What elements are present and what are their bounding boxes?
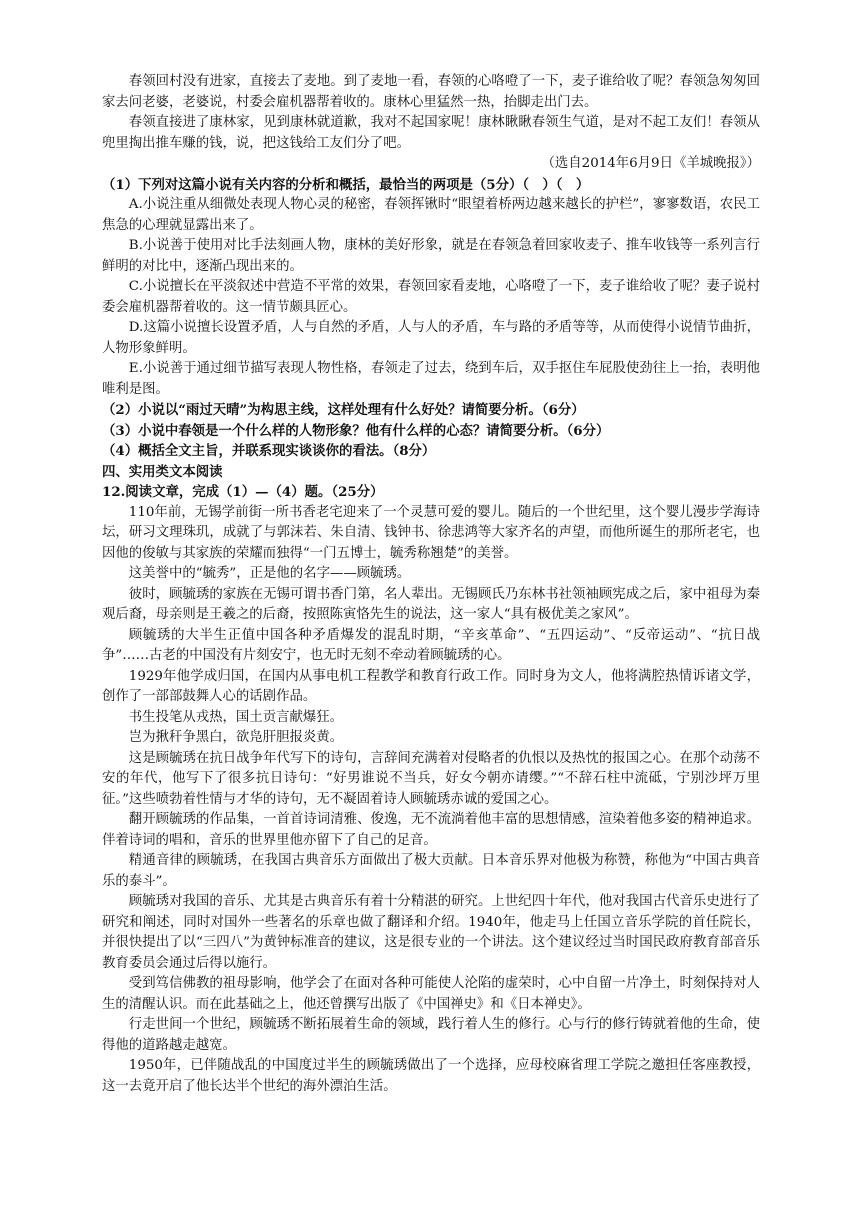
document-page <box>102 72 760 1097</box>
section-heading: 四、实用类文本阅读 <box>102 463 223 480</box>
paragraph: 翻开顾毓琇的作品集，一首首诗词清雅、俊逸，无不流淌着他丰富的思想情感，渲染着他多姿的精神追求。伴着诗词的唱和，音乐的世界里他亦留下了自己的足音。 <box>102 812 760 848</box>
question-4: （4）概括全文主旨，并联系现实谈谈你的看法。（8分） <box>102 443 436 459</box>
question-12-heading: 12.阅读文章，完成（1）—（4）题。（25分） <box>102 484 384 500</box>
option-e: E.小说善于通过细节描写表现人物性格，春领走了过去，绕到车后，双手抠住车屁股使劲往上一抬，表明他唯利是图。 <box>102 361 760 397</box>
paragraph: 这美誉中的“毓秀”，正是他的名字——顾毓琇。 <box>128 566 411 581</box>
paragraph: 春领直接进了康林家，见到康林就道歉，我对不起国家呢！康林瞅瞅春领生气道，是对不起工友们！春领从兜里掏出推车赚的钱，说，把这钱给工友们分了吧。 <box>102 115 760 151</box>
paragraph: 顾毓琇对我国的音乐、尤其是古典音乐有着十分精湛的研究。上世纪四十年代，他对我国古代音乐史进行了研究和阐述，同时对国外一些著名的乐章也做了翻译和介绍。1940年，他走马上任国立音乐学院的首任院长，并很快提出了以“三四八”为黄钟标准音的建议，这是很专业的一个讲法。这个建议经过当时国民政府教育部音乐教育委员会通过后得以施行。 <box>102 894 760 971</box>
paragraph: 1929年他学成归国，在国内从事电机工程教学和教育行政工作。同时身为文人，他将满腔热情诉诸文学，创作了一部部鼓舞人心的话剧作品。 <box>102 668 760 704</box>
paragraph: 这是顾毓琇在抗日战争年代写下的诗句，言辞间充满着对侵略者的仇恨以及热忱的报国之心。在那个动荡不安的年代，他写下了很多抗日诗句：“好男谁说不当兵，好女今朝亦请缨。”“不辞石柱中流砥，宁别沙坪万里征。”这些喷勃着性情与才华的诗句，无不凝固着诗人顾毓琇赤诚的爱国之心。 <box>102 750 760 807</box>
paragraph: 顾毓琇的大半生正值中国各种矛盾爆发的混乱时期，“辛亥革命”、“五四运动”、“反帝运动”、“抗日战争”……古老的中国没有片刻安宁，也无时无刻不牵动着顾毓琇的心。 <box>102 627 760 663</box>
source-citation: （选自2014年6月9日《羊城晚报》） <box>541 156 760 171</box>
paragraph: 精通音律的顾毓琇，在我国古典音乐方面做出了极大贡献。日本音乐界对他极为称赞，称他为“中国古典音乐的泰斗”。 <box>102 853 760 889</box>
paragraph: 彼时，顾毓琇的家族在无锡可谓书香门第，名人辈出。无锡顾氏乃东林书社领袖顾宪成之后，家中祖母为秦观后裔，母亲则是王羲之的后裔，按照陈寅恪先生的说法，这一家人“具有极优美之家风”。 <box>102 586 760 622</box>
paragraph: 春领回村没有进家，直接去了麦地。到了麦地一看，春领的心咯噔了一下，麦子谁给收了呢？春领急匆匆回家去问老婆，老婆说，村委会雇机器帮着收的。康林心里猛然一热，抬脚走出门去。 <box>102 74 760 110</box>
option-d: D.这篇小说擅长设置矛盾，人与自然的矛盾，人与人的矛盾，车与路的矛盾等等，从而使得小说情节曲折，人物形象鲜明。 <box>102 320 760 356</box>
option-c: C.小说擅长在平淡叙述中营造不平常的效果，春领回家看麦地，心咯噔了一下，麦子谁给收了呢？妻子说村委会雇机器帮着收的。这一情节颇具匠心。 <box>102 279 760 315</box>
question-2: （2）小说以“雨过天晴”为构思主线，这样处理有什么好处？请简要分析。（6分） <box>102 402 585 418</box>
question-3: （3）小说中春领是一个什么样的人物形象？他有什么样的心态？请简要分析。（6分） <box>102 422 610 439</box>
poem-line: 岂为揪秆争黑白，欲凫肝胆报炎黄。 <box>128 730 344 745</box>
paragraph: 1950年，已伴随战乱的中国度过半生的顾毓琇做出了一个选择，应母校麻省理工学院之邀担任客座教授，这一去竟开启了他长达半个世纪的海外漂泊生活。 <box>102 1058 760 1094</box>
option-b: B.小说善于使用对比手法刻画人物，康林的美好形象，就是在春领急着回家收麦子、推车收钱等一系列言行鲜明的对比中，逐渐凸现出来的。 <box>102 238 760 274</box>
paragraph: 行走世间一个世纪，顾毓琇不断拓展着生命的领域，践行着人生的修行。心与行的修行铸就着他的生命，使得他的道路越走越宽。 <box>102 1017 760 1053</box>
poem-line: 书生投笔从戎热，国土贡言献爆狂。 <box>128 709 344 725</box>
option-a: A.小说注重从细微处表现人物心灵的秘密，春领挥锹时“眼望着桥两边越来越长的护栏”，寥寥数语，农民工焦急的心理就显露出来了。 <box>102 197 760 233</box>
paragraph: 110年前，无锡学前街一所书香老宅迎来了一个灵慧可爱的婴儿。随后的一个世纪里，这个婴儿漫步学海诗坛，研习文理珠玑，成就了与郭沫若、朱自清、钱钟书、徐悲鸿等大家齐名的声望，而他所诞生的那所老宅，也因他的俊敏与其家族的荣耀而独得“一门五博士，毓秀称翘楚”的美誉。 <box>102 504 760 561</box>
question-1: （1）下列对这篇小说有关内容的分析和概括，最恰当的两项是（5分）（ ）（ ） <box>102 176 590 193</box>
paragraph: 受到笃信佛教的祖母影响，他学会了在面对各种可能使人沦陷的虚荣时，心中自留一片净土，时刻保持对人生的清醒认识。而在此基础之上，他还曾撰写出版了《中国禅史》和《日本禅史》。 <box>102 976 760 1012</box>
